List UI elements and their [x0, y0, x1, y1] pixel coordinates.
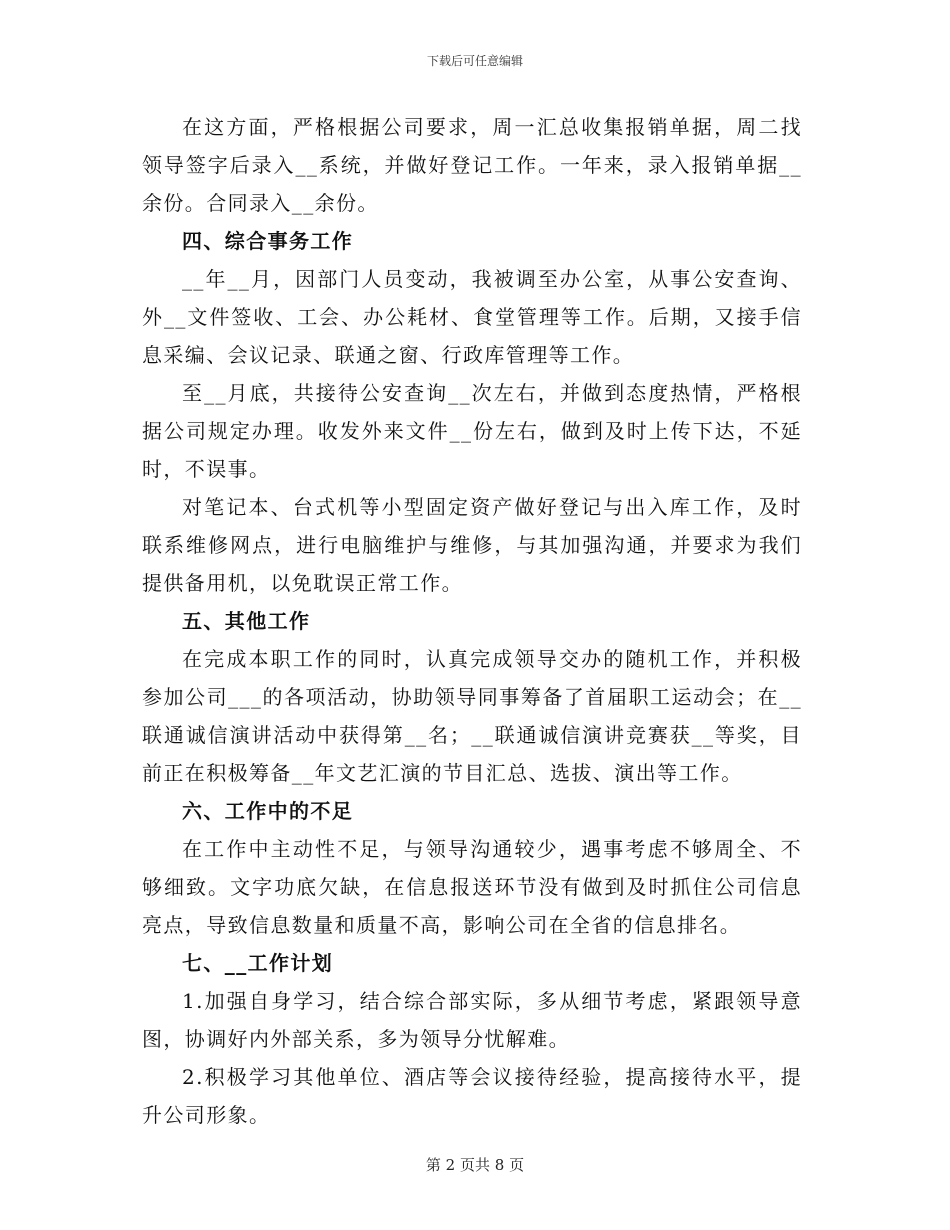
list-item: 1.加强自身学习，结合综合部实际，多从细节考虑，紧跟领导意图，协调好内外部关系，多为领导分忧解难。	[142, 989, 802, 1051]
paragraph: 在这方面，严格根据公司要求，周一汇总收集报销单据，周二找领导签字后录入__系统，并做好登记工作。一年来，录入报销单据__余份。合同录入__余份。	[142, 115, 802, 215]
section-heading: 七、__工作计划	[182, 951, 334, 975]
list-item: 2.积极学习其他单位、酒店等会议接待经验，提高接待水平，提升公司形象。	[142, 1065, 802, 1127]
header-note: 下载后可任意编辑	[426, 54, 523, 68]
paragraph: 至__月底，共接待公安查询__次左右，并做到态度热情，严格根据公司规定办理。收发外来文件__份左右，做到及时上传下达，不延时，不误事。	[142, 381, 802, 481]
paragraph: 对笔记本、台式机等小型固定资产做好登记与出入库工作，及时联系维修网点，进行电脑维护与维修，与其加强沟通，并要求为我们提供备用机，以免耽误正常工作。	[142, 495, 802, 595]
page-number: 第 2 页共 8 页	[425, 1156, 525, 1174]
paragraph: __年__月，因部门人员变动，我被调至办公室，从事公安查询、外__文件签收、工会、办公耗材、食堂管理等工作。后期，又接手信息采编、会议记录、联通之窗、行政库管理等工作。	[142, 267, 802, 367]
paragraph: 在完成本职工作的同时，认真完成领导交办的随机工作，并积极参加公司___的各项活动，协助领导同事筹备了首届职工运动会；在__联通诚信演讲活动中获得第__名；__联通诚信演讲竞赛获__等奖，目前正在积极筹备__年文艺汇演的节目汇总、选拔、演出等工作。	[142, 647, 802, 785]
document-body	[142, 108, 802, 1134]
section-heading: 五、其他工作	[182, 609, 311, 633]
section-heading: 六、工作中的不足	[182, 799, 354, 823]
section-heading: 四、综合事务工作	[182, 229, 354, 253]
paragraph: 在工作中主动性不足，与领导沟通较少，遇事考虑不够周全、不够细致。文字功底欠缺，在信息报送环节没有做到及时抓住公司信息亮点，导致信息数量和质量不高，影响公司在全省的信息排名。	[142, 837, 802, 937]
